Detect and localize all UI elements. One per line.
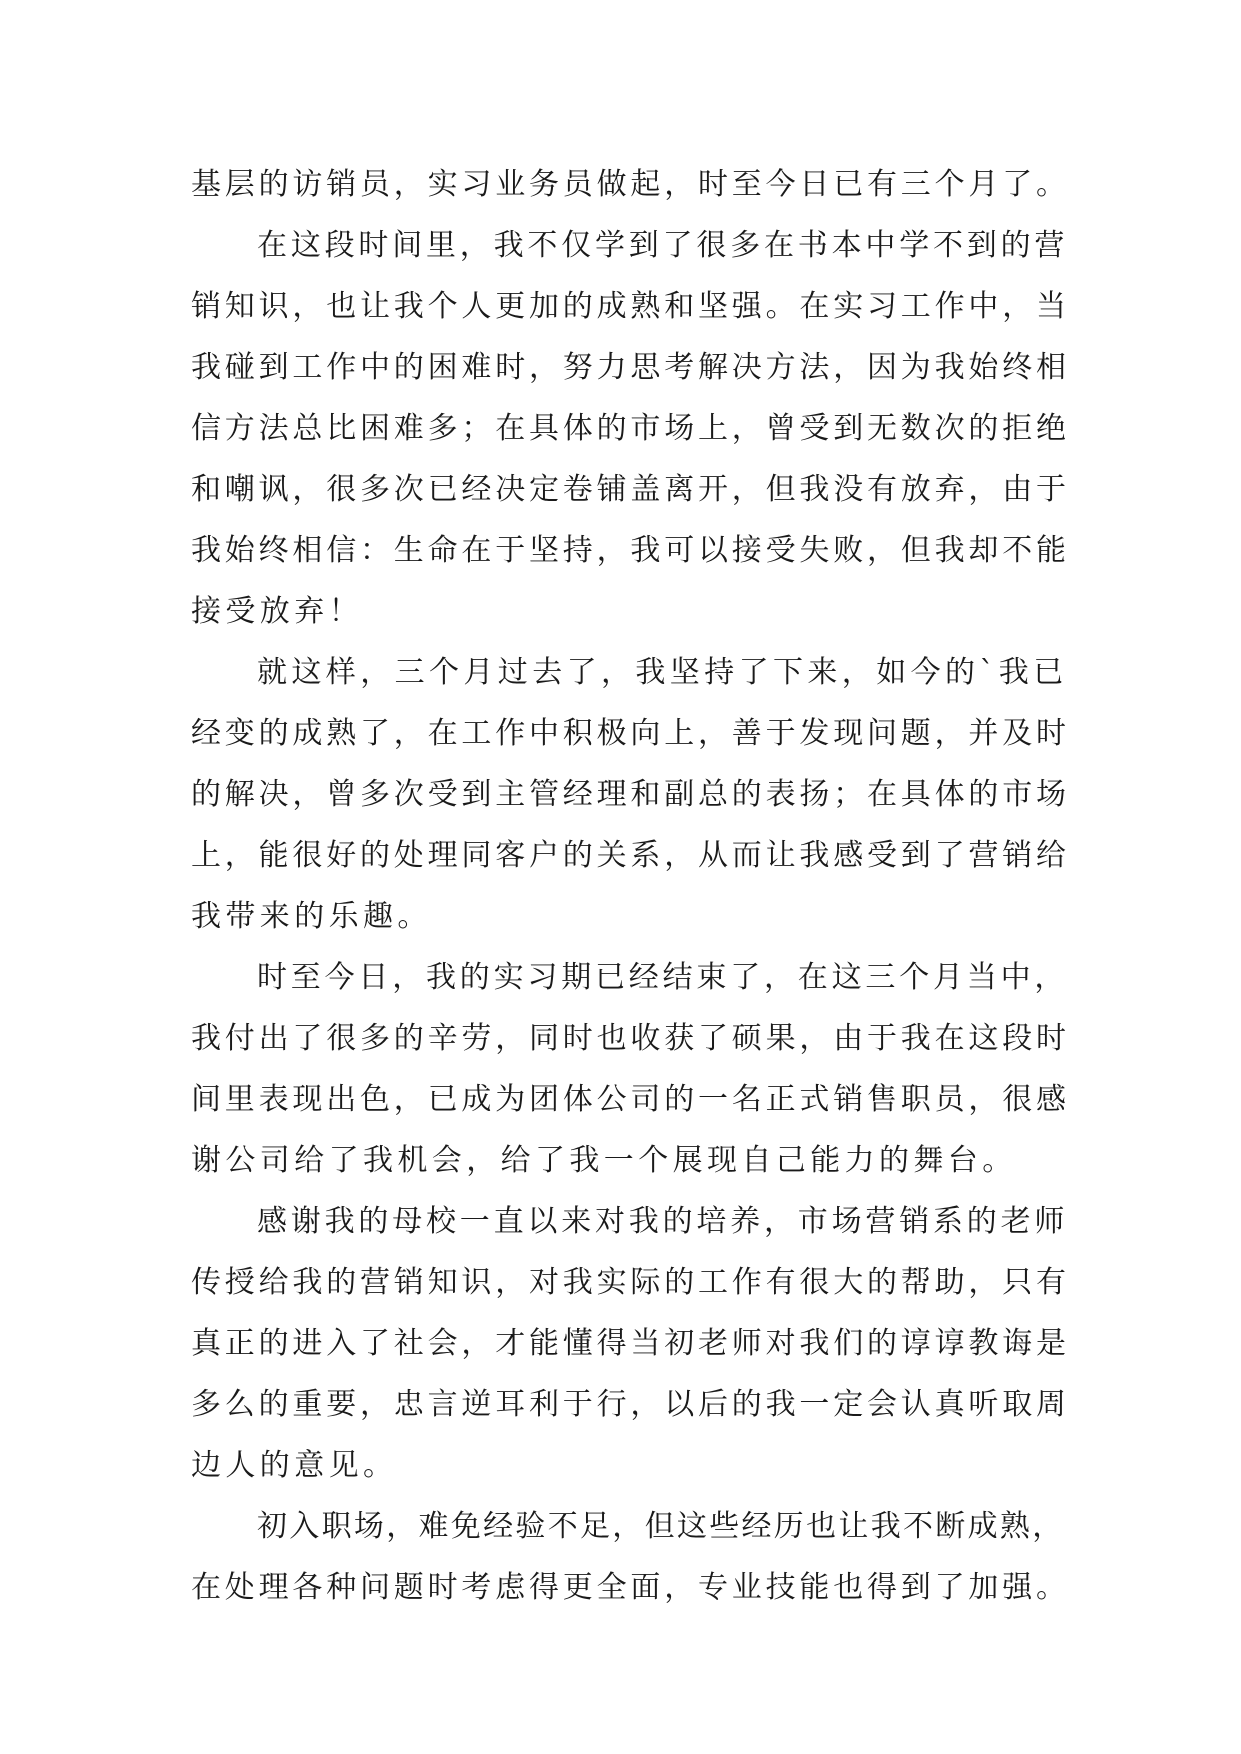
text-line: 的解决，曾多次受到主管经理和副总的表扬；在具体的市场 (191, 777, 1070, 812)
text-line: 接受放弃！ (191, 594, 363, 629)
text-line: 上，能很好的处理同客户的关系，从而让我感受到了营销给 (191, 838, 1070, 873)
text-line: 我付出了很多的辛劳，同时也收获了硕果，由于我在这段时 (191, 1021, 1070, 1056)
text-line: 间里表现出色，已成为团体公司的一名正式销售职员，很感 (191, 1082, 1070, 1117)
text-line: 基层的访销员，实习业务员做起，时至今日已有三个月了。 (191, 167, 1070, 202)
text-line: 传授给我的营销知识，对我实际的工作有很大的帮助，只有 (191, 1265, 1070, 1300)
text-line: 初入职场，难免经验不足，但这些经历也让我不断成熟， (257, 1509, 1065, 1544)
text-line: 感谢我的母校一直以来对我的培养，市场营销系的老师 (257, 1204, 1069, 1239)
text-line: 和嘲讽，很多次已经决定卷铺盖离开，但我没有放弃，由于 (191, 472, 1070, 507)
document-body (191, 154, 1071, 1618)
text-line: 谢公司给了我机会，给了我一个展现自己能力的舞台。 (191, 1143, 1017, 1178)
text-line: 我碰到工作中的困难时，努力思考解决方法，因为我始终相 (191, 350, 1070, 385)
text-line: 我始终相信：生命在于坚持，我可以接受失败，但我却不能 (191, 533, 1070, 568)
text-line: 时至今日，我的实习期已经结束了，在这三个月当中， (257, 960, 1069, 995)
text-line: 在这段时间里，我不仅学到了很多在书本中学不到的营 (257, 228, 1069, 263)
text-line: 多么的重要，忠言逆耳利于行，以后的我一定会认真听取周 (191, 1387, 1070, 1422)
text-line: 就这样，三个月过去了，我坚持了下来，如今的`我已 (257, 655, 1068, 690)
text-line: 销知识，也让我个人更加的成熟和坚强。在实习工作中，当 (191, 289, 1070, 324)
text-line: 边人的意见。 (191, 1448, 398, 1483)
text-line: 在处理各种问题时考虑得更全面，专业技能也得到了加强。 (191, 1570, 1070, 1605)
text-line: 经变的成熟了，在工作中积极向上，善于发现问题，并及时 (191, 716, 1070, 751)
text-line: 我带来的乐趣。 (191, 899, 432, 934)
text-line: 信方法总比困难多；在具体的市场上，曾受到无数次的拒绝 (191, 411, 1070, 446)
text-line: 真正的进入了社会，才能懂得当初老师对我们的谆谆教诲是 (191, 1326, 1070, 1361)
